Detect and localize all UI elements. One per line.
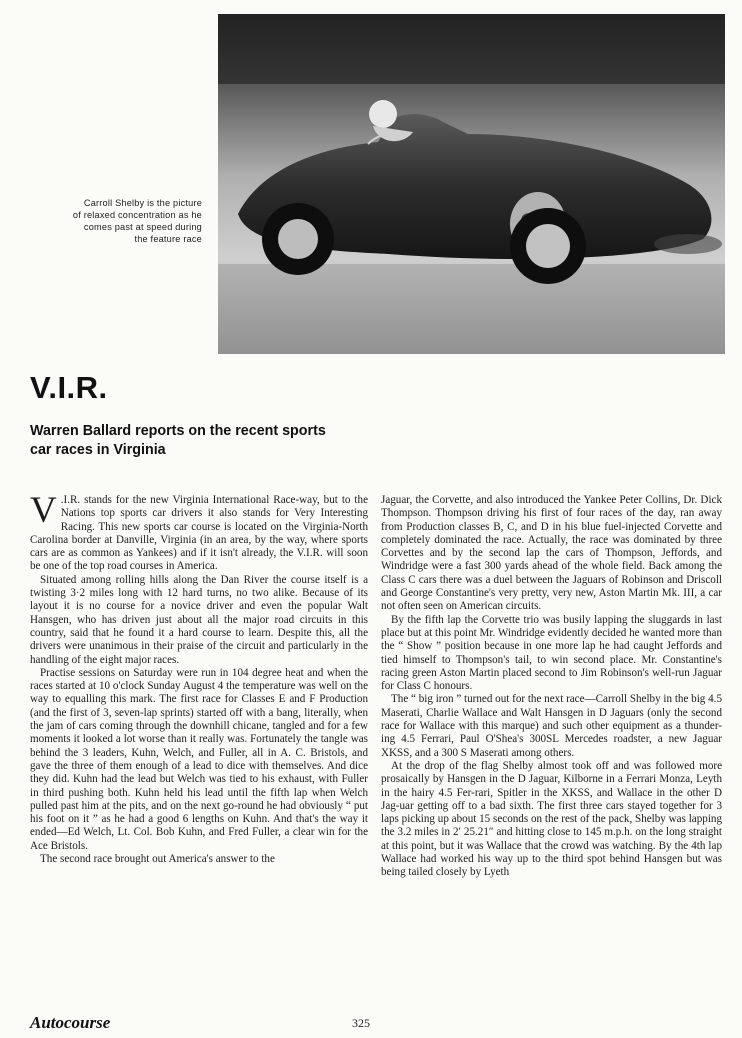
track-surface [218, 264, 725, 354]
article-title: V.I.R. [30, 370, 108, 405]
caption-line: comes past at speed during [83, 222, 202, 232]
front-wheel-hub [278, 219, 318, 259]
caption-line: the feature race [134, 234, 202, 244]
paragraph: The second race brought out America's answer to the [40, 853, 275, 866]
left-column [30, 490, 368, 866]
race-car-photo [218, 14, 725, 354]
subtitle-line: Warren Ballard reports on the recent sports [30, 423, 326, 439]
rear-wheel-hub [526, 224, 570, 268]
caption-line: of relaxed concentration as he [72, 210, 202, 220]
paragraph: Situated among rolling hills along the Dan River the course itself is a twisting 3·2 miles long with 12 hard turns, no two alike. Because of its layout it is no course for a novice driver and even the popular Walt Hansgen, who has driven just about all the major road circuits in this country, said that he found it a hard course to learn. Despite this, all the drivers were unanimous in their praise of the circuit and particularly in the handling of the eight major races. [30, 573, 368, 666]
treeline-background [218, 14, 725, 84]
paragraph [30, 490, 368, 574]
race-car-illustration [218, 14, 725, 354]
paragraph: Jaguar, the Corvette, and also introduced the Yankee Peter Collins, Dr. Dick Thompson. Thompson driving his first of four races of the day, ran away from Production classes B, C, and D in his blue fuel-injected Corvette and completely dominated the race. Actually, the race was dominated by three Corvettes and by the second lap the cars of Thompson, Jeffords, and Windridge were a fast 300 yards ahead of the whole field. Back among the Class C cars there was a duel between the Jaguars of Robinson and Driscoll and George Constantine's very pretty, very new, Aston Martin Mk. III, a car not often seen on American circuits. [381, 494, 722, 613]
page-number: 325 [352, 1016, 370, 1030]
publication-name: Autocourse [30, 1013, 111, 1032]
drop-cap: V [30, 490, 57, 531]
article-subtitle [30, 422, 370, 460]
paragraph: Practise sessions on Saturday were run in 104 degree heat and when the races started at 10 o'clock Sunday August 4 the temperature was well on the way to equalling this mark. The first race for Classes E and F Production (and the first of 3, seven-lap sprints) started off with a bang, literally, when the jam of cars coming through the downhill chicane, tangled and for a few moments it looked a lot worse than it really was. Fortunately the tangle was behind the 3 leaders, Kuhn, Welch, and Fuller, all in A. C. Bristols, and gave the three of them enough of a lead to dice with themselves. And dice they did. Kuhn had the lead but Welch was tied to his exhaust, with Fuller in third pushing both. Kuhn held his lead until the fifth lap when Welch pulled past him at the pits, and on the next go-round he had obviously “ put his foot on it ” as he had a good 6 lengths on Kuhn. And that's the way it ended—Ed Welch, Lt. Col. Bob Kuhn, and Fred Fuller, a clear win for the Ace Bristols. [30, 666, 368, 852]
paragraph-text: .I.R. stands for the new Virginia International Race-way, but to the Nations top sports car drivers it also stands for Very Interesting Racing. This new sports car course is located on the Virginia-North Carolina border at Danville, Virginia (in an area, by the way, where sports cars are as common as Yankees) and if it isn't already, the V.I.R. will soon be one of the top road courses in America. [30, 494, 368, 573]
paragraph: By the fifth lap the Corvette trio was busily lapping the sluggards in last place but at this point Mr. Windridge evidently decided he wanted more than the “ Show ” position because in one more lap he had caught Jeffords and tied himself to Thompson's tail, to win second place. Mr. Constantine's racing green Aston Martin placed second to Jim Robinson's well-run Jaguar for Class C honours. [381, 613, 722, 693]
right-column [381, 494, 722, 880]
photo-caption [30, 197, 202, 245]
car-shadow [654, 234, 722, 254]
paragraph: At the drop of the flag Shelby almost took off and was followed more prosaically by Hansgen in the D Jaguar, Kilborne in a Ferrari Monza, Leyth in the hairy 4.5 Fer-rari, Spitler in the XKSS, and Wallace in the other D Jag-uar getting off to a bad sixth. The first three cars stayed together for 3 laps picking up about 15 seconds on the rest of the pack, Shelby was lapping the 3.2 miles in 2′ 25.21″ and hitting close to 145 m.p.h. on the long straight at this point, but it was Wallace that the crowd was watching. By the 4th lap Wallace had worked his way up to the third spot behind Hansgen but was being tailed closely by Lyeth [381, 759, 722, 879]
paragraph: The “ big iron ” turned out for the next race—Carroll Shelby in the big 4.5 Maserati, Charlie Wallace and Walt Hansgen in D Jaguars (only the second race for Wallace with this marque) and such other equipment as a thunder-ing 4.5 Ferrari, Paul O'Shea's 300SL Mercedes roadster, a new Jaguar XKSS, and a 300 S Maserati among others. [381, 693, 722, 759]
subtitle-line: car races in Virginia [30, 442, 166, 458]
caption-line: Carroll Shelby is the picture [83, 198, 202, 208]
driver-helmet [369, 100, 397, 128]
